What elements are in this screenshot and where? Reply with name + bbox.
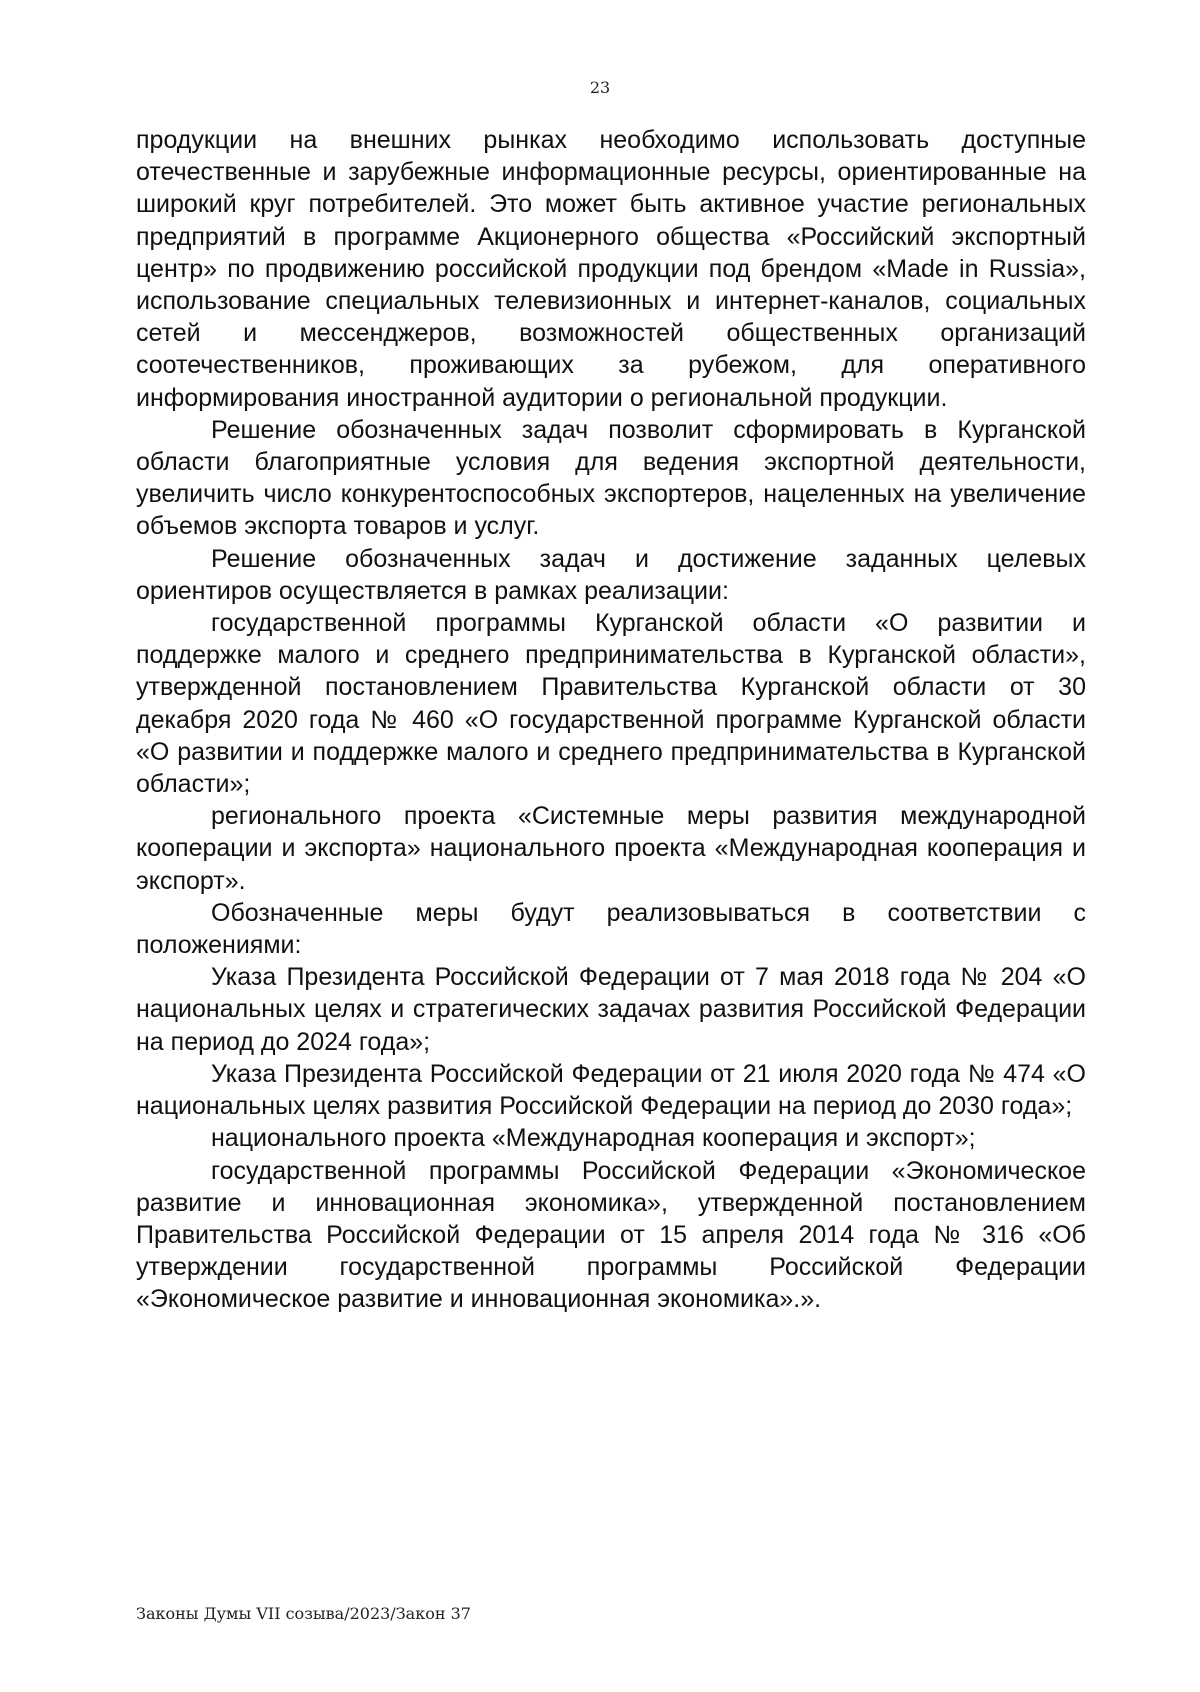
paragraph-continued: продукции на внешних рынках необходимо использовать доступные отечественные и зарубежные информационные ресурсы, ориентированные на широкий круг потребителей. Это может быть активное участие региональных предприятий в программе Акционерного общества «Российский экспортный центр» по продвижению российской продукции под брендом «Made in Russia», использование специальных телевизионных и интернет-каналов, социальных сетей и мессенджеров, возможностей общественных организаций соотечественников, проживающих за рубежом, для оперативного информирования иностранной аудитории о региональной продукции.	[136, 126, 1086, 412]
page-number: 23	[589, 78, 611, 97]
document-footer: Законы Думы VII созыва/2023/Закон 37	[136, 1604, 471, 1623]
paragraph: Обозначенные меры будут реализовываться в соответствии с положениями:	[136, 898, 1086, 960]
paragraph: национального проекта «Международная кооперация и экспорт»;	[211, 1124, 976, 1153]
paragraph: регионального проекта «Системные меры развития международной кооперации и экспорта» национального проекта «Международная кооперация и экспорт».	[136, 802, 1086, 895]
paragraph: Указа Президента Российской Федерации от 21 июля 2020 года № 474 «О национальных целях развития Российской Федерации на период до 2030 года»;	[136, 1059, 1086, 1121]
document-body	[136, 124, 1086, 1316]
paragraph: Решение обозначенных задач позволит сформировать в Курганской области благоприятные условия для ведения экспортной деятельности, увеличить число конкурентоспособных экспортеров, нацеленных на увеличение объемов экспорта товаров и услуг.	[136, 415, 1086, 541]
paragraph: Решение обозначенных задач и достижение заданных целевых ориентиров осуществляется в рамках реализации:	[136, 544, 1086, 605]
paragraph: государственной программы Курганской области «О развитии и поддержке малого и среднего предпринимательства в Курганской области», утвержденной постановлением Правительства Курганской области от 30 декабря 2020 года № 460 «О государственной программе Курганской области «О развитии и поддержке малого и среднего предпринимательства в Курганской области»;	[136, 609, 1086, 799]
paragraph: Указа Президента Российской Федерации от 7 мая 2018 года № 204 «О национальных целях и стратегических задачах развития Российской Федерации на период до 2024 года»;	[136, 963, 1086, 1056]
paragraph: государственной программы Российской Федерации «Экономическое развитие и инновационная экономика», утвержденной постановлением Правительства Российской Федерации от 15 апреля 2014 года № 316 «Об утверждении государственной программы Российской Федерации «Экономическое развитие и инновационная экономика».».	[136, 1156, 1086, 1314]
